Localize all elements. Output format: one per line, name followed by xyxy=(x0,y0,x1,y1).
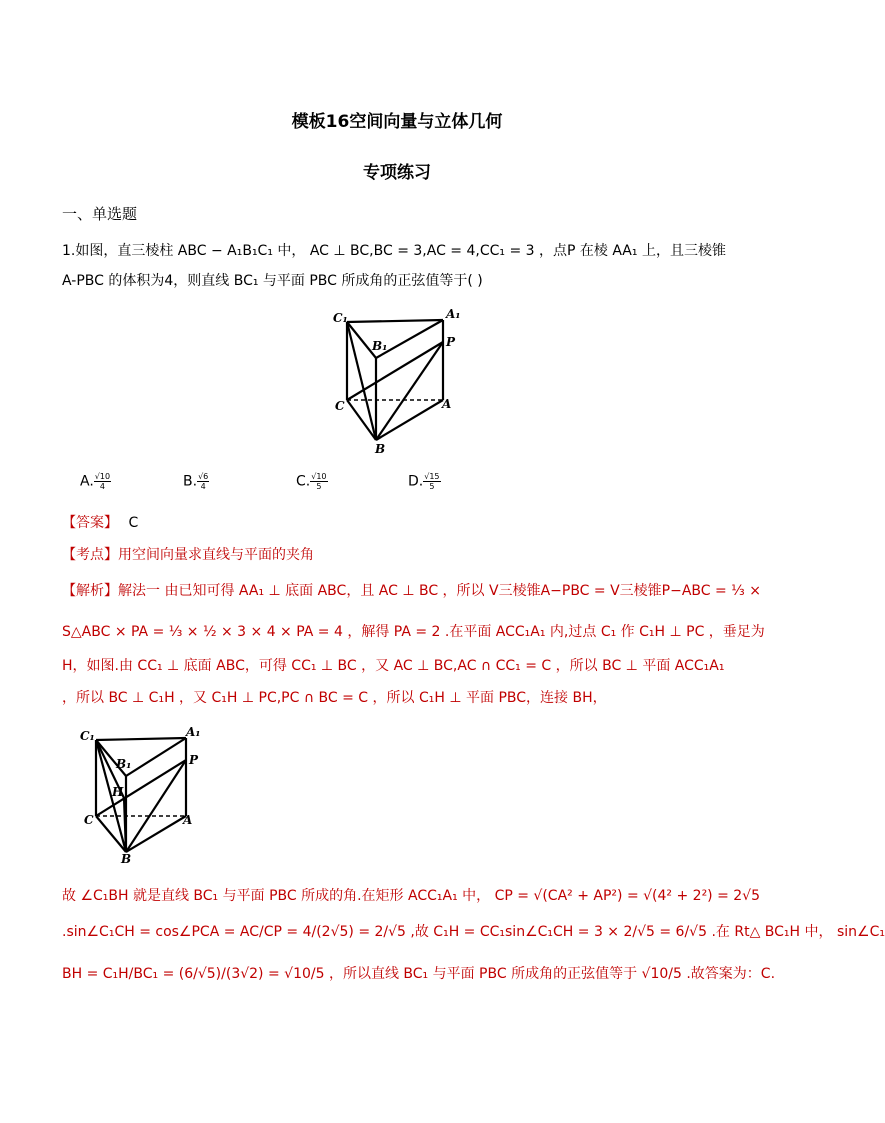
prism-figure-with-h xyxy=(76,722,216,867)
analysis-line-4: ，所以 BC ⊥ C₁H ，又 C₁H ⊥ PC,PC ∩ BC = C ，所以 C₁H ⊥ 平面 PBC，连接 BH， xyxy=(62,690,607,706)
option-d xyxy=(408,472,441,491)
fig2-label-h: H xyxy=(112,785,124,799)
analysis-text-1: 解法一 由已知可得 AA₁ ⊥ 底面 ABC，且 AC ⊥ BC ，所以 V三棱锥A−PBC = V三棱锥P−ABC = ⅓ × xyxy=(118,583,761,599)
fig2-label-a1: A₁ xyxy=(186,725,201,739)
analysis-line-3: H，如图.由 CC₁ ⊥ 底面 ABC，可得 CC₁ ⊥ BC ，又 AC ⊥ BC,AC ∩ CC₁ = C ，所以 BC ⊥ 平面 ACC₁A₁ xyxy=(62,658,725,674)
analysis-tag: 【解析】 xyxy=(62,583,118,599)
page-subtitle: 专项练习 xyxy=(363,163,431,183)
analysis-line-7: BH = C₁H/BC₁ = (6/√5)/(3√2) = √10/5 ，所以直线 BC₁ 与平面 PBC 所成角的正弦值等于 √10/5 .故答案为：C. xyxy=(62,966,776,982)
fig2-label-b: B xyxy=(121,852,132,866)
analysis-line-1 xyxy=(62,580,761,601)
analysis-line-2: S△ABC × PA = ⅓ × ½ × 3 × 4 × PA = 4 ，解得 PA = 2 .在平面 ACC₁A₁ 内,过点 C₁ 作 C₁H ⊥ PC ，垂足为 xyxy=(62,624,765,640)
option-b-den: 4 xyxy=(200,482,206,491)
label-c: C xyxy=(335,399,345,413)
label-c1: C₁ xyxy=(333,311,348,325)
prism-edges xyxy=(347,320,443,440)
fig2-label-b1: B₁ xyxy=(116,757,132,771)
answer-tag: 【答案】 xyxy=(62,515,118,531)
question-line-2: A-PBC 的体积为4，则直线 BC₁ 与平面 PBC 所成角的正弦值等于( ) xyxy=(62,273,483,289)
option-b xyxy=(183,472,209,491)
option-c-den: 5 xyxy=(316,482,322,491)
option-c-letter: C. xyxy=(296,473,311,490)
question-line-1: 1.如图，直三棱柱 ABC − A₁B₁C₁ 中， AC ⊥ BC,BC = 3,AC = 4,CC₁ = 3 ，点P 在棱 AA₁ 上，且三棱锥 xyxy=(62,243,726,259)
fig2-label-a: A xyxy=(183,813,193,827)
option-b-letter: B. xyxy=(183,473,198,490)
option-a xyxy=(80,472,111,491)
answer-row xyxy=(62,512,138,532)
option-b-num: √6 xyxy=(198,472,209,481)
section-heading: 一、单选题 xyxy=(62,205,138,223)
option-a-letter: A. xyxy=(80,473,94,490)
label-b: B xyxy=(375,442,386,456)
fig2-label-c1: C₁ xyxy=(80,729,95,743)
page-title: 模板16空间向量与立体几何 xyxy=(291,112,503,132)
label-p: P xyxy=(446,335,456,349)
key-point-tag: 【考点】 xyxy=(62,547,118,563)
answer-value: C xyxy=(128,515,139,531)
fig2-label-p: P xyxy=(189,753,199,767)
option-d-den: 5 xyxy=(429,482,435,491)
option-a-den: 4 xyxy=(99,482,105,491)
option-d-num: √15 xyxy=(424,472,440,481)
option-a-num: √10 xyxy=(94,472,111,481)
option-d-letter: D. xyxy=(408,473,424,490)
analysis-line-5: 故 ∠C₁BH 就是直线 BC₁ 与平面 PBC 所成的角.在矩形 ACC₁A₁ 中， CP = √(CA² + AP²) = √(4² + 2²) = 2√5 xyxy=(62,888,761,904)
key-point-text: 用空间向量求直线与平面的夹角 xyxy=(118,547,314,563)
option-c-num: √10 xyxy=(311,472,327,481)
option-c xyxy=(296,472,328,491)
label-b1: B₁ xyxy=(372,339,388,353)
fig2-label-c: C xyxy=(84,813,94,827)
label-a: A xyxy=(442,397,452,411)
key-point-row xyxy=(62,544,314,564)
analysis-line-6: .sin∠C₁CH = cos∠PCA = AC/CP = 4/(2√5) = 2/√5 ,故 C₁H = CC₁sin∠C₁CH = 3 × 2/√5 = 6/√5 .在 Rt△ BC₁H 中， sin∠C₁ xyxy=(62,924,885,940)
label-a1: A₁ xyxy=(446,307,461,321)
prism-figure xyxy=(325,300,485,460)
